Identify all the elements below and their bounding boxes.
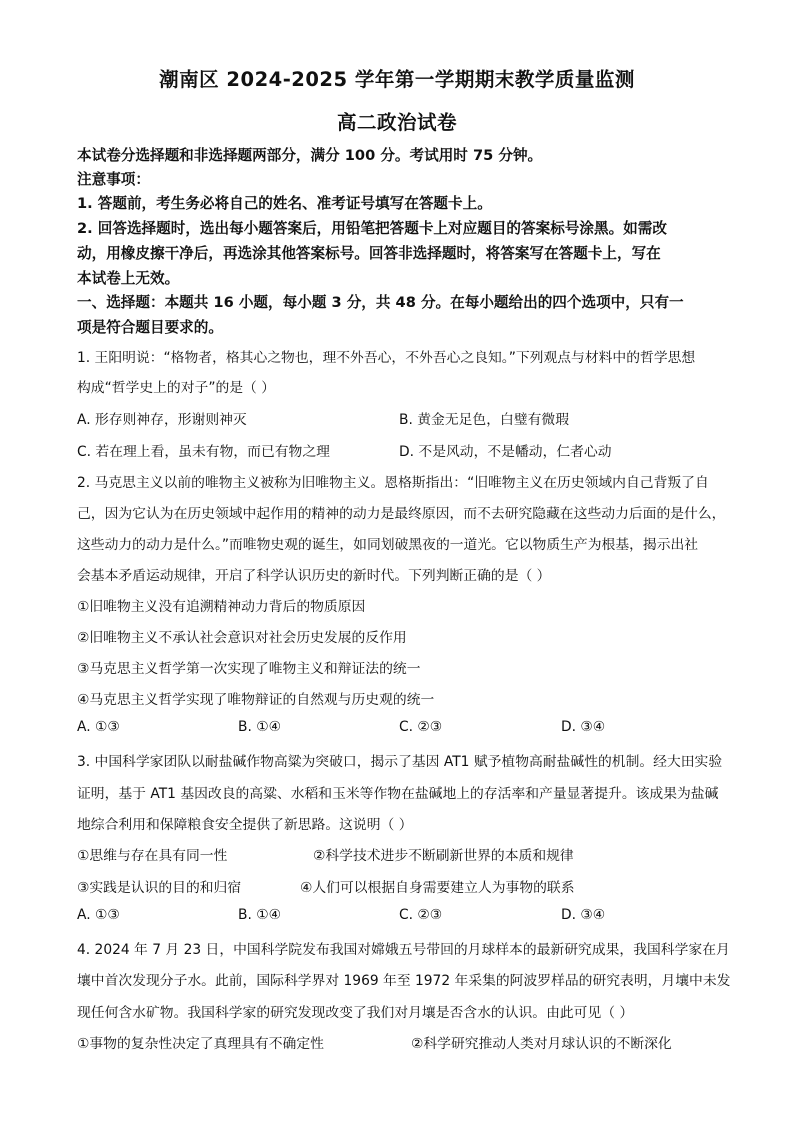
question-2-stem-line-2: 己，因为它认为在历史领域中起作用的精神的动力是最终原因，而不去研究隐藏在这些动力后面的是什么，	[77, 506, 726, 522]
question-2-statement-3: ③马克思主义哲学第一次实现了唯物主义和辩证法的统一	[77, 661, 421, 677]
notice-item-2-line-1: 2. 回答选择题时，选出每小题答案后，用铅笔把答题卡上对应题目的答案标号涂黑。如需改	[77, 220, 667, 237]
question-2-option-c: C. ②③	[399, 719, 443, 735]
question-4-stem-line-1: 4. 2024 年 7 月 23 日，中国科学院发布我国对嫦娥五号带回的月球样本的最新研究成果，我国科学家在月	[77, 942, 730, 958]
notice-item-2-line-2: 动，用橡皮擦干净后，再选涂其他答案标号。回答非选择题时，将答案写在答题卡上，写在	[77, 245, 661, 262]
notice-item-2-line-3: 本试卷上无效。	[77, 270, 180, 287]
question-2-stem-line-1: 2. 马克思主义以前的唯物主义被称为旧唯物主义。恩格斯指出：“旧唯物主义在历史领域内自己背叛了自	[77, 475, 709, 491]
question-3-stem-line-2: 证明，基于 AT1 基因改良的高粱、水稻和玉米等作物在盐碱地上的存活率和产量显著提升。该成果为盐碱	[77, 786, 719, 802]
notice-heading: 注意事项：	[77, 171, 150, 188]
question-3-statement-3: ③实践是认识的目的和归宿	[77, 880, 242, 896]
notice-item-1: 1. 答题前，考生务必将自己的姓名、准考证号填写在答题卡上。	[77, 195, 492, 212]
question-3-option-c: C. ②③	[399, 907, 443, 923]
question-4-stem-line-2: 壤中首次发现分子水。此前，国际科学界对 1969 年至 1972 年采集的阿波罗样品的研究表明，月壤中未发	[77, 973, 731, 989]
question-2-stem-line-3: 这些动力的动力是什么。”而唯物史观的诞生，如同划破黑夜的一道光。它以物质生产为根基，揭示出社	[77, 537, 699, 553]
question-3-option-b: B. ①④	[238, 907, 281, 923]
question-2-stem-line-4: 会基本矛盾运动规律，开启了科学认识历史的新时代。下列判断正确的是（ ）	[77, 568, 551, 584]
question-1-option-c: C. 若在理上看，虽未有物，而已有物之理	[77, 444, 330, 460]
section-heading-line-2: 项是符合题目要求的。	[77, 319, 223, 336]
question-1-stem-line-2: 构成“哲学史上的对子”的是（ ）	[77, 380, 276, 396]
question-4-stem-line-3: 现任何含水矿物。我国科学家的研究发现改变了我们对月壤是否含水的认识。由此可见（ ）	[77, 1005, 634, 1021]
question-4-statement-1: ①事物的复杂性决定了真理具有不确定性	[77, 1036, 324, 1052]
question-3-statement-1: ①思维与存在具有同一性	[77, 848, 228, 864]
notice-intro: 本试卷分选择题和非选择题两部分，满分 100 分。考试用时 75 分钟。	[77, 147, 543, 164]
question-2-option-d: D. ③④	[561, 719, 606, 735]
question-3-statement-4: ④人们可以根据自身需要建立人为事物的联系	[300, 880, 575, 896]
question-2-option-a: A. ①③	[77, 719, 120, 735]
exam-subtitle: 高二政治试卷	[336, 111, 457, 134]
question-2-statement-1: ①旧唯物主义没有追溯精神动力背后的物质原因	[77, 599, 366, 615]
question-2-statement-2: ②旧唯物主义不承认社会意识对社会历史发展的反作用	[77, 630, 407, 646]
question-3-statement-2: ②科学技术进步不断刷新世界的本质和规律	[313, 848, 574, 864]
question-1-stem-line-1: 1. 王阳明说：“格物者，格其心之物也，理不外吾心，不外吾心之良知。”下列观点与材料中的哲学思想	[77, 350, 696, 366]
exam-title: 潮南区 2024-2025 学年第一学期期末教学质量监测	[159, 68, 635, 91]
question-3-stem-line-1: 3. 中国科学家团队以耐盐碱作物高粱为突破口，揭示了基因 AT1 赋予植物高耐盐碱性的机制。经大田实验	[77, 754, 723, 770]
question-2-option-b: B. ①④	[238, 719, 281, 735]
question-1-option-a: A. 形存则神存，形谢则神灭	[77, 412, 247, 428]
question-3-stem-line-3: 地综合利用和保障粮食安全提供了新思路。这说明（ ）	[77, 817, 413, 833]
section-heading-line-1: 一、选择题：本题共 16 小题，每小题 3 分，共 48 分。在每小题给出的四个选项中，只有一	[77, 294, 684, 311]
question-4-statement-2: ②科学研究推动人类对月球认识的不断深化	[411, 1036, 672, 1052]
question-3-option-a: A. ①③	[77, 907, 120, 923]
question-1-option-b: B. 黄金无足色，白璧有微瑕	[399, 412, 570, 428]
question-2-statement-4: ④马克思主义哲学实现了唯物辩证的自然观与历史观的统一	[77, 692, 435, 708]
question-3-option-d: D. ③④	[561, 907, 606, 923]
question-1-option-d: D. 不是风动，不是幡动，仁者心动	[399, 444, 612, 460]
